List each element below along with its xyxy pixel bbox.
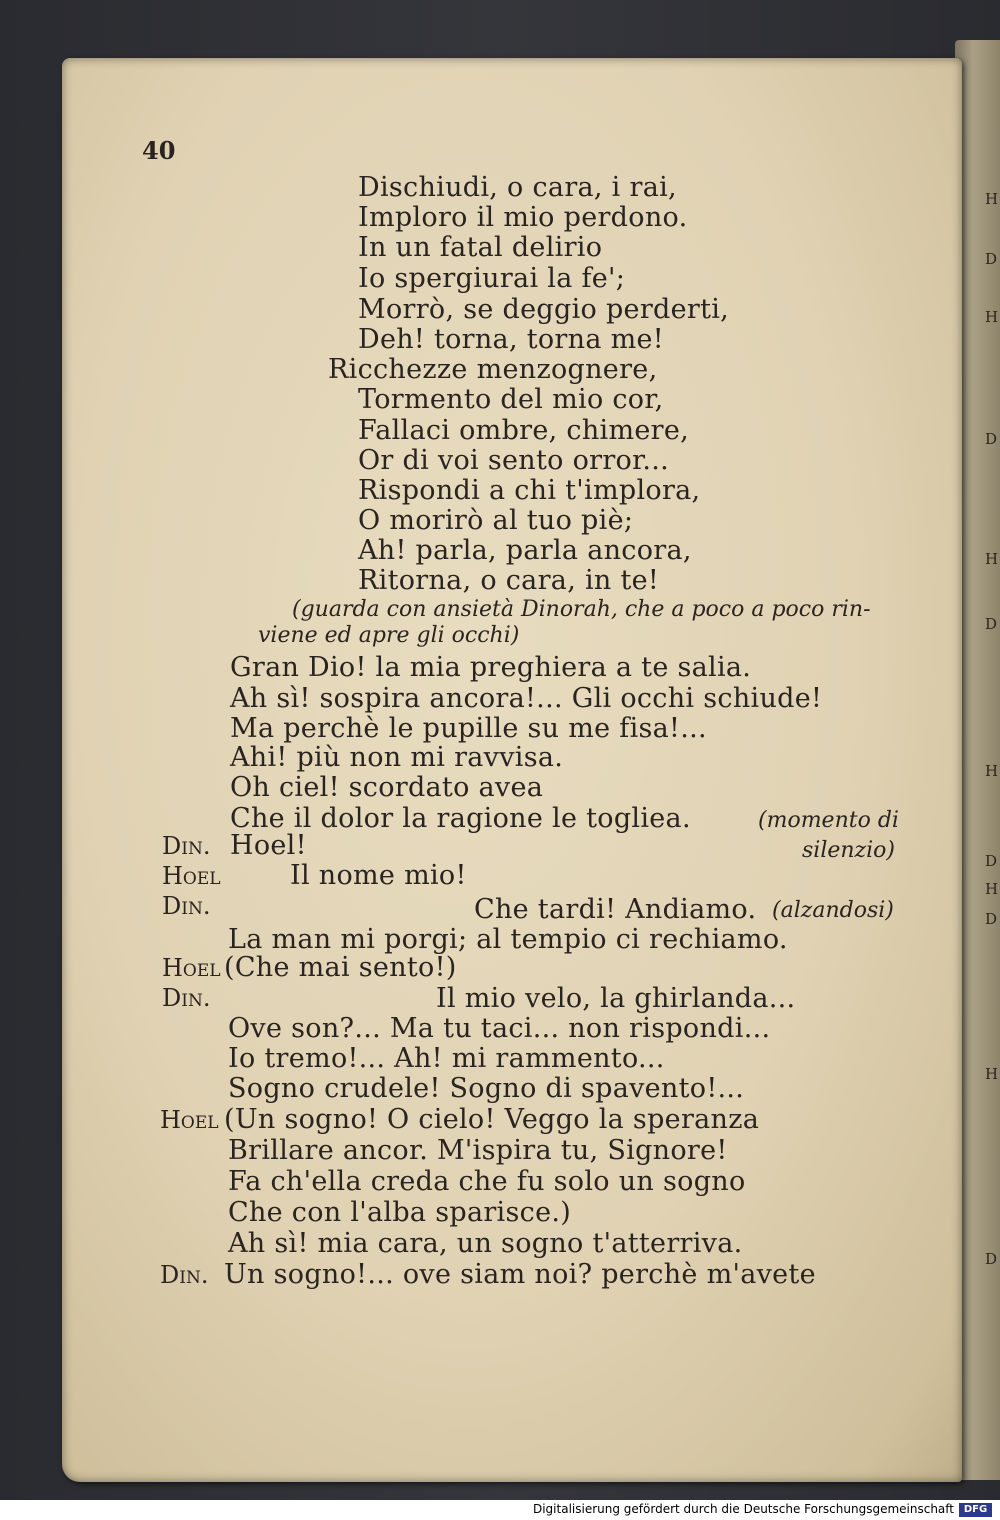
stage-direction: silenzio) [802,838,896,863]
edge-letter: H [985,1065,999,1083]
edge-letter: D [985,910,998,928]
verse-line: Un sogno!... ove siam noi? perchè m'avete [224,1259,816,1290]
verse-line: In un fatal delirio [358,232,603,263]
edge-letter: D [985,1250,998,1268]
verse-line: Brillare ancor. M'ispira tu, Signore! [228,1135,728,1166]
verse-line: Imploro il mio perdono. [358,202,688,233]
edge-letter: H [985,880,999,898]
verse-line: Oh ciel! scordato avea [230,772,544,803]
verse-line: La man mi porgi; al tempio ci rechiamo. [228,924,788,955]
verse-line: Morrò, se deggio perderti, [358,294,730,325]
verse-line: Ma perchè le pupille su me fisa!... [230,713,707,744]
verse-line: O morirò al tuo piè; [358,505,634,536]
speaker-din: Din. [160,1261,209,1289]
edge-letter: H [985,308,999,326]
verse-line: Ahi! più non mi ravvisa. [230,742,564,773]
speaker-din: Din. [162,892,211,920]
verse-line: Che tardi! Andiamo. [474,894,757,925]
verse-line: Ove son?... Ma tu taci... non rispondi... [228,1013,771,1044]
verse-line: Fallaci ombre, chimere, [358,415,689,446]
stage-direction: viene ed apre gli occhi) [258,623,520,648]
verse-line: Io spergiurai la fe'; [358,263,626,294]
edge-letter: H [985,762,999,780]
stage-direction: (alzandosi) [772,898,894,923]
verse-line: Tormento del mio cor, [358,384,664,415]
verse-line: (Che mai sento!) [224,952,457,983]
edge-letter: D [985,250,998,268]
verse-line: Sogno crudele! Sogno di spavento!... [228,1073,745,1104]
dfg-logo: DFG [959,1503,992,1517]
verse-line: Ricchezze menzognere, [328,354,658,385]
speaker-hoel: Hoel [162,954,221,982]
edge-letter: H [985,190,999,208]
digitization-footer [0,1500,1000,1520]
verse-line: Rispondi a chi t'implora, [358,475,701,506]
verse-line: Ah sì! mia cara, un sogno t'atterriva. [228,1228,743,1259]
verse-line: Ritorna, o cara, in te! [358,565,660,596]
page-number: 40 [142,136,176,165]
verse-line: Gran Dio! la mia preghiera a te salia. [230,652,752,683]
verse-line: (Un sogno! O cielo! Veggo la speranza [224,1104,760,1135]
funding-credit: Digitalisierung gefördert durch die Deutsche Forschungsgemeinschaft [532,1502,954,1516]
edge-letter: D [985,852,998,870]
verse-line: Ah! parla, parla ancora, [358,535,692,566]
edge-letter: D [985,615,998,633]
verse-line: Che con l'alba sparisce.) [228,1197,572,1228]
speaker-hoel: Hoel [160,1106,219,1134]
stage-direction: (guarda con ansietà Dinorah, che a poco a poco rin- [292,597,871,622]
verse-line: Il nome mio! [290,860,467,891]
speaker-din: Din. [162,832,211,860]
verse-line: Che il dolor la ragione le togliea. [230,803,691,834]
verse-line: Dischiudi, o cara, i rai, [358,172,677,203]
verse-line: Il mio velo, la ghirlanda... [436,983,796,1014]
verse-line: Fa ch'ella creda che fu solo un sogno [228,1166,746,1197]
speaker-din: Din. [162,984,211,1012]
edge-letter: H [985,550,999,568]
verse-line: Or di voi sento orror... [358,445,669,476]
verse-line: Io tremo!... Ah! mi rammento... [228,1043,665,1074]
stage-direction: (momento di [758,808,899,833]
edge-letter: D [985,430,998,448]
verse-line: Deh! torna, torna me! [358,324,664,355]
verse-line: Hoel! [230,830,307,861]
verse-line: Ah sì! sospira ancora!... Gli occhi schiude! [230,683,823,714]
speaker-hoel: Hoel [162,862,221,890]
